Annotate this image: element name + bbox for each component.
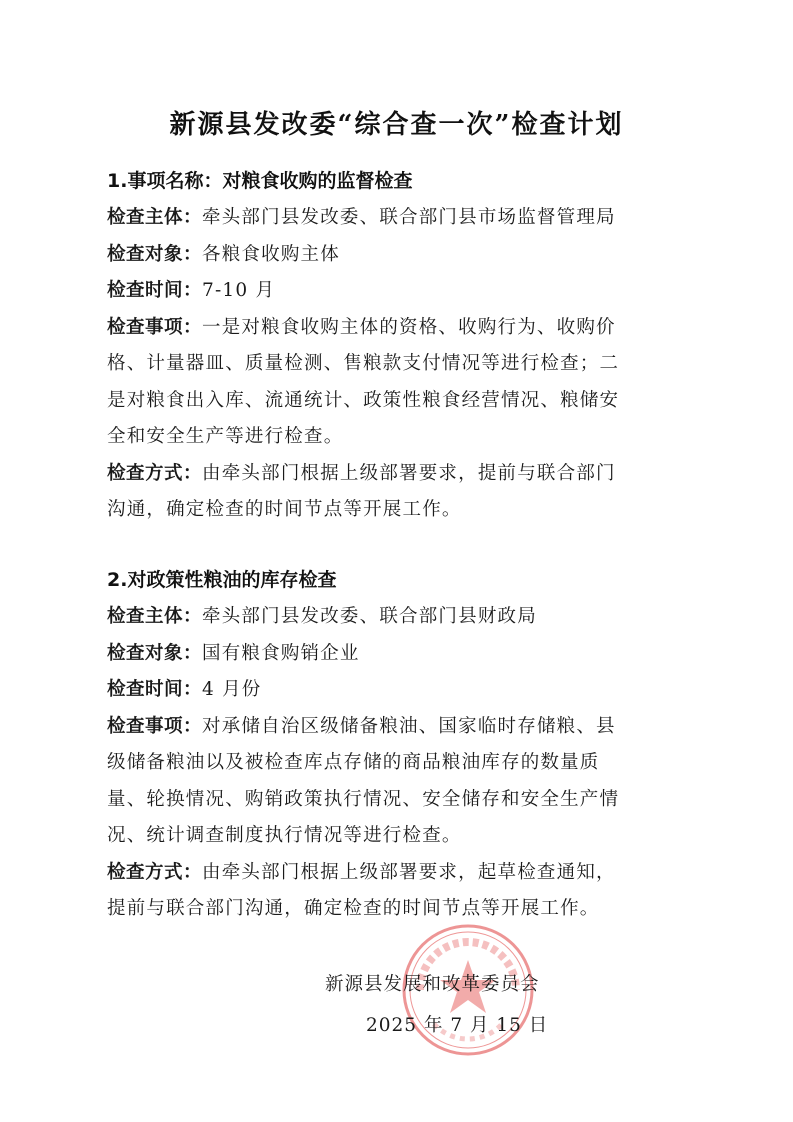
inspection-items-label: 检查事项： <box>107 715 203 737</box>
inspection-items-row <box>107 709 687 746</box>
inspection-time-value: 7-10 月 <box>202 280 276 301</box>
inspection-subject-value: 牵头部门县发改委、联合部门县财政局 <box>202 606 537 627</box>
inspection-subject-row <box>107 599 687 636</box>
inspection-time-label: 检查时间： <box>107 679 203 700</box>
inspection-subject-label: 检查主体： <box>107 606 203 627</box>
inspection-items-label: 检查事项： <box>107 316 203 338</box>
inspection-time-value: 4 月份 <box>202 679 262 700</box>
inspection-object-label: 检查对象： <box>107 642 203 664</box>
inspection-items-line: 量、轮换情况、购销政策执行情况、安全储存和安全生产情 <box>107 788 620 810</box>
section-grain-purchase <box>107 162 687 529</box>
inspection-object-row <box>107 636 687 673</box>
inspection-method-line: 提前与联合部门沟通，确定检查的时间节点等开展工作。 <box>107 898 600 919</box>
issuing-organization: 新源县发展和改革委员会 <box>325 974 540 995</box>
inspection-subject-row <box>107 200 687 237</box>
issue-date: 2025 年 7 月 15 日 <box>366 1015 549 1036</box>
inspection-object-value: 国有粮食购销企业 <box>202 642 360 664</box>
inspection-items-line: 级储备粮油以及被检查库点存储的商品粮油库存的数量质 <box>107 752 600 773</box>
inspection-method-line: 由牵头部门根据上级部署要求，起草检查通知， <box>202 861 616 883</box>
inspection-object-value: 各粮食收购主体 <box>202 243 340 265</box>
inspection-object-label: 检查对象： <box>107 243 203 265</box>
inspection-method-label: 检查方式： <box>107 462 203 484</box>
inspection-time-label: 检查时间： <box>107 280 203 301</box>
section-heading: 1.事项名称：对粮食收购的监督检查 <box>107 170 413 192</box>
inspection-time-row <box>107 273 687 310</box>
inspection-items-row <box>107 310 687 347</box>
inspection-items-line: 全和安全生产等进行检查。 <box>107 426 344 447</box>
document-title: 新源县发改委“综合查一次”检查计划 <box>169 110 624 140</box>
inspection-items-line: 是对粮食出入库、流通统计、政策性粮食经营情况、粮储安 <box>107 389 620 411</box>
inspection-method-line: 沟通，确定检查的时间节点等开展工作。 <box>107 499 462 520</box>
inspection-items-line: 格、计量器皿、质量检测、售粮款支付情况等进行检查；二 <box>107 353 620 374</box>
inspection-method-line: 由牵头部门根据上级部署要求，提前与联合部门 <box>202 462 616 484</box>
inspection-subject-label: 检查主体： <box>107 207 203 228</box>
inspection-method-label: 检查方式： <box>107 861 203 883</box>
inspection-method-row <box>107 855 687 892</box>
inspection-items-line: 况、统计调查制度执行情况等进行检查。 <box>107 825 462 846</box>
inspection-object-row <box>107 237 687 274</box>
inspection-items-line: 对承储自治区级储备粮油、国家临时存储粮、县 <box>202 715 616 737</box>
section-heading: 2.对政策性粮油的库存检查 <box>107 569 337 591</box>
inspection-subject-value: 牵头部门县发改委、联合部门县市场监督管理局 <box>202 207 616 228</box>
inspection-items-line: 一是对粮食收购主体的资格、收购行为、收购价 <box>202 316 616 338</box>
inspection-method-row <box>107 456 687 493</box>
inspection-time-row <box>107 672 687 709</box>
section-grain-oil-inventory <box>107 561 687 928</box>
